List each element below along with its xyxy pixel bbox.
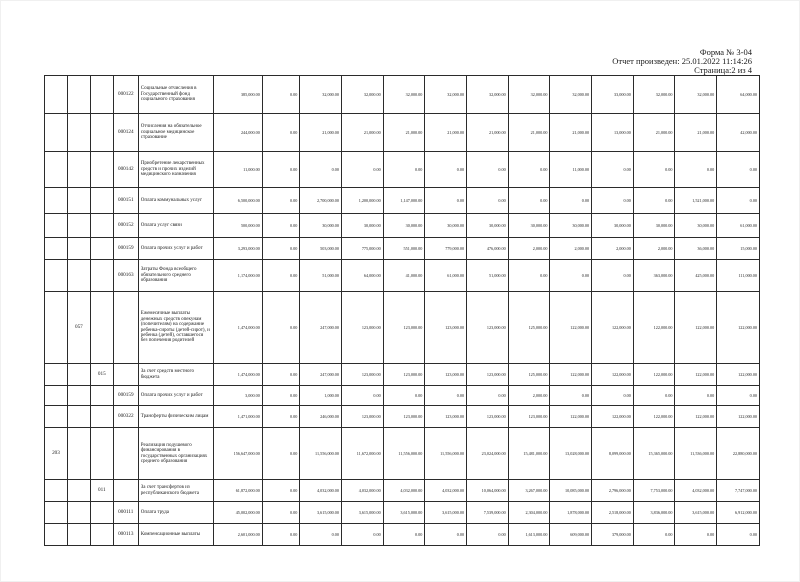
table-row [45,364,760,386]
amount-cell: 21,000.00 [467,114,509,152]
amount-cell: 0.00 [300,152,342,188]
code-cell [45,152,68,188]
code-cell [67,214,90,238]
amount-cell: 21,000.00 [425,114,467,152]
code-cell [90,428,113,480]
amount-cell: 32,000.00 [675,76,717,114]
code-cell: 000124 [113,114,138,152]
amount-cell: 0.00 [592,386,634,406]
code-cell [45,214,68,238]
amount-cell: 0.00 [425,386,467,406]
code-cell [67,260,90,292]
item-name-cell: Оплата прочих услуг и работ [138,238,213,260]
amount-cell: 425,000.00 [675,260,717,292]
amount-cell: 0.00 [262,292,300,364]
table-row [45,386,760,406]
code-cell [45,114,68,152]
amount-cell: 7,753,000.00 [633,480,675,502]
code-cell [45,524,68,546]
amount-cell: 123,000.00 [508,406,550,428]
code-cell [90,76,113,114]
amount-cell: 3,293,000.00 [213,238,262,260]
amount-cell: 4,032,000.00 [341,480,383,502]
amount-cell: 11,556,000.00 [300,428,342,480]
amount-cell: 11,000.00 [550,152,592,188]
amount-cell: 0.00 [262,114,300,152]
amount-cell: 30,000.00 [341,214,383,238]
amount-cell: 123,000.00 [467,292,509,364]
amount-cell: 41,000.00 [383,260,425,292]
table-row [45,524,760,546]
amount-cell: 36,000.00 [675,238,717,260]
code-cell: 000151 [113,188,138,214]
amount-cell: 10,085,000.00 [550,480,592,502]
amount-cell: 247,000.00 [300,292,342,364]
code-cell [113,292,138,364]
code-cell [90,406,113,428]
amount-cell: 3,000.00 [213,386,262,406]
amount-cell: 0.00 [592,188,634,214]
amount-cell: 11,556,000.00 [425,428,467,480]
amount-cell: 1,200,000.00 [341,188,383,214]
amount-cell: 3,615,000.00 [300,502,342,524]
code-cell [90,214,113,238]
amount-cell: 4,032,000.00 [425,480,467,502]
amount-cell: 0.00 [262,214,300,238]
amount-cell: 122,000.00 [550,364,592,386]
code-cell: 000322 [113,406,138,428]
amount-cell: 0.00 [592,152,634,188]
code-cell [113,480,138,502]
code-cell: 000142 [113,152,138,188]
amount-cell: 32,000.00 [300,76,342,114]
item-name-cell: Компенсационные выплаты [138,524,213,546]
code-cell [67,386,90,406]
amount-cell: 0.00 [262,524,300,546]
amount-cell: 61,000.00 [425,260,467,292]
amount-cell: 32,000.00 [383,76,425,114]
amount-cell: 21,000.00 [341,114,383,152]
amount-cell: 64,000.00 [341,260,383,292]
amount-cell: 2,601,000.00 [213,524,262,546]
amount-cell: 7,539,000.00 [467,502,509,524]
amount-cell: 122,000.00 [550,292,592,364]
amount-cell: 0.00 [717,386,760,406]
amount-cell: 476,000.00 [467,238,509,260]
amount-cell: 0.00 [675,386,717,406]
code-cell [90,260,113,292]
amount-cell: 13,028,000.00 [550,428,592,480]
code-cell [45,364,68,386]
amount-cell: 33,000.00 [592,76,634,114]
amount-cell: 13,000.00 [592,114,634,152]
amount-cell: 125,000.00 [508,364,550,386]
amount-cell: 32,000.00 [633,76,675,114]
amount-cell: 551,000.00 [383,238,425,260]
amount-cell: 123,000.00 [425,406,467,428]
item-name-cell: Трансферты физическим лицам [138,406,213,428]
amount-cell: 30,000.00 [508,214,550,238]
amount-cell: 122,000.00 [717,364,760,386]
amount-cell: 15,000.00 [717,238,760,260]
code-cell [113,428,138,480]
code-cell [45,406,68,428]
amount-cell: 0.00 [425,524,467,546]
amount-cell: 122,000.00 [633,292,675,364]
code-cell [45,502,68,524]
amount-cell: 1,174,000.00 [213,260,262,292]
amount-cell: 0.00 [508,260,550,292]
amount-cell: 3,615,000.00 [425,502,467,524]
amount-cell: 247,000.00 [300,364,342,386]
amount-cell: 779,000.00 [425,238,467,260]
amount-cell: 122,000.00 [633,364,675,386]
amount-cell: 0.00 [383,386,425,406]
amount-cell: 0.00 [262,188,300,214]
amount-cell: 122,000.00 [550,406,592,428]
amount-cell: 1,878,000.00 [550,502,592,524]
amount-cell: 6,500,000.00 [213,188,262,214]
code-cell: 011 [90,480,113,502]
code-cell [67,152,90,188]
amount-cell: 123,000.00 [383,406,425,428]
code-cell: 000163 [113,260,138,292]
amount-cell: 32,000.00 [467,76,509,114]
amount-cell: 3,836,000.00 [633,502,675,524]
amount-cell: 0.00 [262,238,300,260]
code-cell: 015 [90,364,113,386]
amount-cell: 2,000.00 [508,238,550,260]
amount-cell: 2,000.00 [550,238,592,260]
table-row [45,406,760,428]
amount-cell: 2,000.00 [633,238,675,260]
amount-cell: 1,613,000.00 [508,524,550,546]
code-cell [90,114,113,152]
amount-cell: 0.00 [467,386,509,406]
code-cell [90,152,113,188]
amount-cell: 122,000.00 [717,292,760,364]
amount-cell: 0.00 [550,260,592,292]
code-cell: 000111 [113,502,138,524]
code-cell [45,76,68,114]
amount-cell: 0.00 [262,428,300,480]
amount-cell: 30,000.00 [633,214,675,238]
amount-cell: 1,521,000.00 [675,188,717,214]
code-cell [90,188,113,214]
item-name-cell: Приобретение лекарственных средств и прочих изделий медицинского назначения [138,152,213,188]
amount-cell: 500,000.00 [213,214,262,238]
amount-cell: 51,000.00 [467,260,509,292]
amount-cell: 0.00 [262,260,300,292]
item-name-cell: За счет трансфертов из республиканского бюджета [138,480,213,502]
amount-cell: 4,032,000.00 [383,480,425,502]
amount-cell: 122,000.00 [675,292,717,364]
amount-cell: 0.00 [467,152,509,188]
amount-cell: 23,024,000.00 [467,428,509,480]
amount-cell: 0.00 [341,524,383,546]
amount-cell: 2,000.00 [592,238,634,260]
amount-cell: 1,147,000.00 [383,188,425,214]
amount-cell: 122,000.00 [675,406,717,428]
amount-cell: 2,700,000.00 [300,188,342,214]
amount-cell: 111,000.00 [717,260,760,292]
amount-cell: 4,032,000.00 [300,480,342,502]
amount-cell: 122,000.00 [633,406,675,428]
amount-cell: 15,481,000.00 [508,428,550,480]
item-name-cell: Оплата услуг связи [138,214,213,238]
table-row [45,214,760,238]
amount-cell: 123,000.00 [425,292,467,364]
amount-cell: 0.00 [262,364,300,386]
code-cell [45,260,68,292]
amount-cell: 0.00 [467,188,509,214]
amount-cell: 21,000.00 [508,114,550,152]
amount-cell: 0.00 [633,152,675,188]
form-number: Форма № 3-04 [699,47,752,57]
code-cell: 057 [67,292,90,364]
code-cell [45,386,68,406]
item-name-cell: Отчисления на обязательное социальное медицинское страхование [138,114,213,152]
amount-cell: 11,672,000.00 [341,428,383,480]
amount-cell: 3,615,000.00 [341,502,383,524]
item-name-cell: Оплата труда [138,502,213,524]
amount-cell: 379,000.00 [592,524,634,546]
budget-table [44,75,760,546]
amount-cell: 0.00 [633,188,675,214]
page-number: Страница:2 из 4 [694,65,752,75]
amount-cell: 11,000.00 [213,152,262,188]
item-name-cell: Социальные отчисления в Государственный фонд социального страхования [138,76,213,114]
amount-cell: 0.00 [467,524,509,546]
amount-cell: 0.00 [383,524,425,546]
table-row [45,428,760,480]
code-cell: 000159 [113,386,138,406]
report-timestamp: Отчет произведен: 25.01.2022 11:14:26 [612,56,752,66]
amount-cell: 0.00 [383,152,425,188]
table-row [45,238,760,260]
code-cell [90,292,113,364]
amount-cell: 42,000.00 [717,114,760,152]
code-cell [67,188,90,214]
amount-cell: 0.00 [262,76,300,114]
code-cell [45,480,68,502]
code-cell: 000113 [113,524,138,546]
code-cell [67,406,90,428]
code-cell [90,238,113,260]
table-row [45,152,760,188]
amount-cell: 0.00 [341,386,383,406]
amount-cell: 21,000.00 [300,114,342,152]
amount-cell: 0.00 [300,524,342,546]
amount-cell: 0.00 [717,152,760,188]
item-name-cell: Ежемесячные выплаты денежных средств опекунам (попечителям) на содержание ребенка-сироты (детей-сирот), и ребенка (детей), оставшегося без попечения родителей [138,292,213,364]
amount-cell: 0.00 [508,152,550,188]
code-cell [45,238,68,260]
amount-cell: 0.00 [262,152,300,188]
amount-cell: 3,267,000.00 [508,480,550,502]
code-cell [45,292,68,364]
amount-cell: 45,002,000.00 [213,502,262,524]
amount-cell: 122,000.00 [675,364,717,386]
item-name-cell: За счет средств местного бюджета [138,364,213,386]
amount-cell: 0.00 [633,386,675,406]
code-cell [67,76,90,114]
amount-cell: 30,000.00 [425,214,467,238]
item-name-cell: Затраты Фонда всеобщего обязательного среднего образования [138,260,213,292]
amount-cell: 1,474,000.00 [213,364,262,386]
amount-cell: 21,000.00 [383,114,425,152]
amount-cell: 11,536,000.00 [675,428,717,480]
amount-cell: 0.00 [262,386,300,406]
amount-cell: 123,000.00 [341,406,383,428]
amount-cell: 30,000.00 [467,214,509,238]
code-cell [90,386,113,406]
code-cell [67,480,90,502]
amount-cell: 21,000.00 [550,114,592,152]
amount-cell: 503,000.00 [300,238,342,260]
code-cell [45,188,68,214]
amount-cell: 15,365,000.00 [633,428,675,480]
amount-cell: 122,000.00 [592,364,634,386]
code-cell [67,524,90,546]
amount-cell: 2,000.00 [508,386,550,406]
amount-cell: 0.00 [425,152,467,188]
amount-cell: 61,000.00 [717,214,760,238]
amount-cell: 0.00 [425,188,467,214]
amount-cell: 0.00 [508,188,550,214]
amount-cell: 123,000.00 [341,292,383,364]
amount-cell: 123,000.00 [341,364,383,386]
amount-cell: 123,000.00 [383,364,425,386]
amount-cell: 0.00 [592,260,634,292]
amount-cell: 51,000.00 [300,260,342,292]
amount-cell: 30,000.00 [550,214,592,238]
amount-cell: 246,000.00 [300,406,342,428]
table-row [45,260,760,292]
amount-cell: 2,796,000.00 [592,480,634,502]
amount-cell: 3,615,000.00 [383,502,425,524]
amount-cell: 8,099,000.00 [592,428,634,480]
code-cell: 000159 [113,238,138,260]
amount-cell: 122,000.00 [592,406,634,428]
amount-cell: 11,556,000.00 [383,428,425,480]
amount-cell: 32,000.00 [341,76,383,114]
amount-cell: 775,000.00 [341,238,383,260]
amount-cell: 122,000.00 [717,406,760,428]
table-row [45,76,760,114]
code-cell [90,524,113,546]
amount-cell: 32,000.00 [508,76,550,114]
amount-cell: 125,000.00 [508,292,550,364]
amount-cell: 21,000.00 [633,114,675,152]
amount-cell: 123,000.00 [467,364,509,386]
amount-cell: 0.00 [262,406,300,428]
amount-cell: 0.00 [717,524,760,546]
table-row [45,114,760,152]
amount-cell: 0.00 [550,386,592,406]
amount-cell: 0.00 [675,152,717,188]
item-name-cell: Оплата прочих услуг и работ [138,386,213,406]
code-cell: 000122 [113,76,138,114]
code-cell [67,502,90,524]
code-cell [67,238,90,260]
code-cell [67,428,90,480]
amount-cell: 61,872,000.00 [213,480,262,502]
code-cell [67,364,90,386]
amount-cell: 123,000.00 [383,292,425,364]
table-row [45,480,760,502]
amount-cell: 4,032,000.00 [675,480,717,502]
amount-cell: 22,880,000.00 [717,428,760,480]
amount-cell: 1,474,000.00 [213,292,262,364]
code-cell [67,114,90,152]
code-cell [113,364,138,386]
amount-cell: 7,747,000.00 [717,480,760,502]
amount-cell: 123,000.00 [425,364,467,386]
amount-cell: 0.00 [341,152,383,188]
amount-cell: 30,000.00 [300,214,342,238]
report-header [612,48,752,75]
amount-cell: 122,000.00 [592,292,634,364]
amount-cell: 2,304,000.00 [508,502,550,524]
amount-cell: 363,000.00 [633,260,675,292]
amount-cell: 32,000.00 [425,76,467,114]
amount-cell: 3,615,000.00 [675,502,717,524]
amount-cell: 0.00 [633,524,675,546]
amount-cell: 609,000.00 [550,524,592,546]
amount-cell: 30,000.00 [383,214,425,238]
amount-cell: 156,647,000.00 [213,428,262,480]
amount-cell: 10,064,000.00 [467,480,509,502]
code-cell [90,502,113,524]
item-name-cell: Реализация подушевого финансирования в государственных организациях среднего образования [138,428,213,480]
amount-cell: 21,000.00 [675,114,717,152]
amount-cell: 30,000.00 [675,214,717,238]
amount-cell: 123,000.00 [467,406,509,428]
amount-cell: 0.00 [717,188,760,214]
amount-cell: 30,000.00 [592,214,634,238]
amount-cell: 1,000.00 [300,386,342,406]
code-cell: 000152 [113,214,138,238]
amount-cell: 385,000.00 [213,76,262,114]
item-name-cell: Оплата коммунальных услуг [138,188,213,214]
amount-cell: 32,000.00 [550,76,592,114]
amount-cell: 1,471,000.00 [213,406,262,428]
code-cell: 203 [45,428,68,480]
amount-cell: 6,912,000.00 [717,502,760,524]
table-row [45,292,760,364]
amount-cell: 0.00 [675,524,717,546]
amount-cell: 0.00 [550,188,592,214]
amount-cell: 0.00 [262,480,300,502]
amount-cell: 64,000.00 [717,76,760,114]
amount-cell: 244,000.00 [213,114,262,152]
table-row [45,502,760,524]
amount-cell: 2,518,000.00 [592,502,634,524]
table-row [45,188,760,214]
amount-cell: 0.00 [262,502,300,524]
